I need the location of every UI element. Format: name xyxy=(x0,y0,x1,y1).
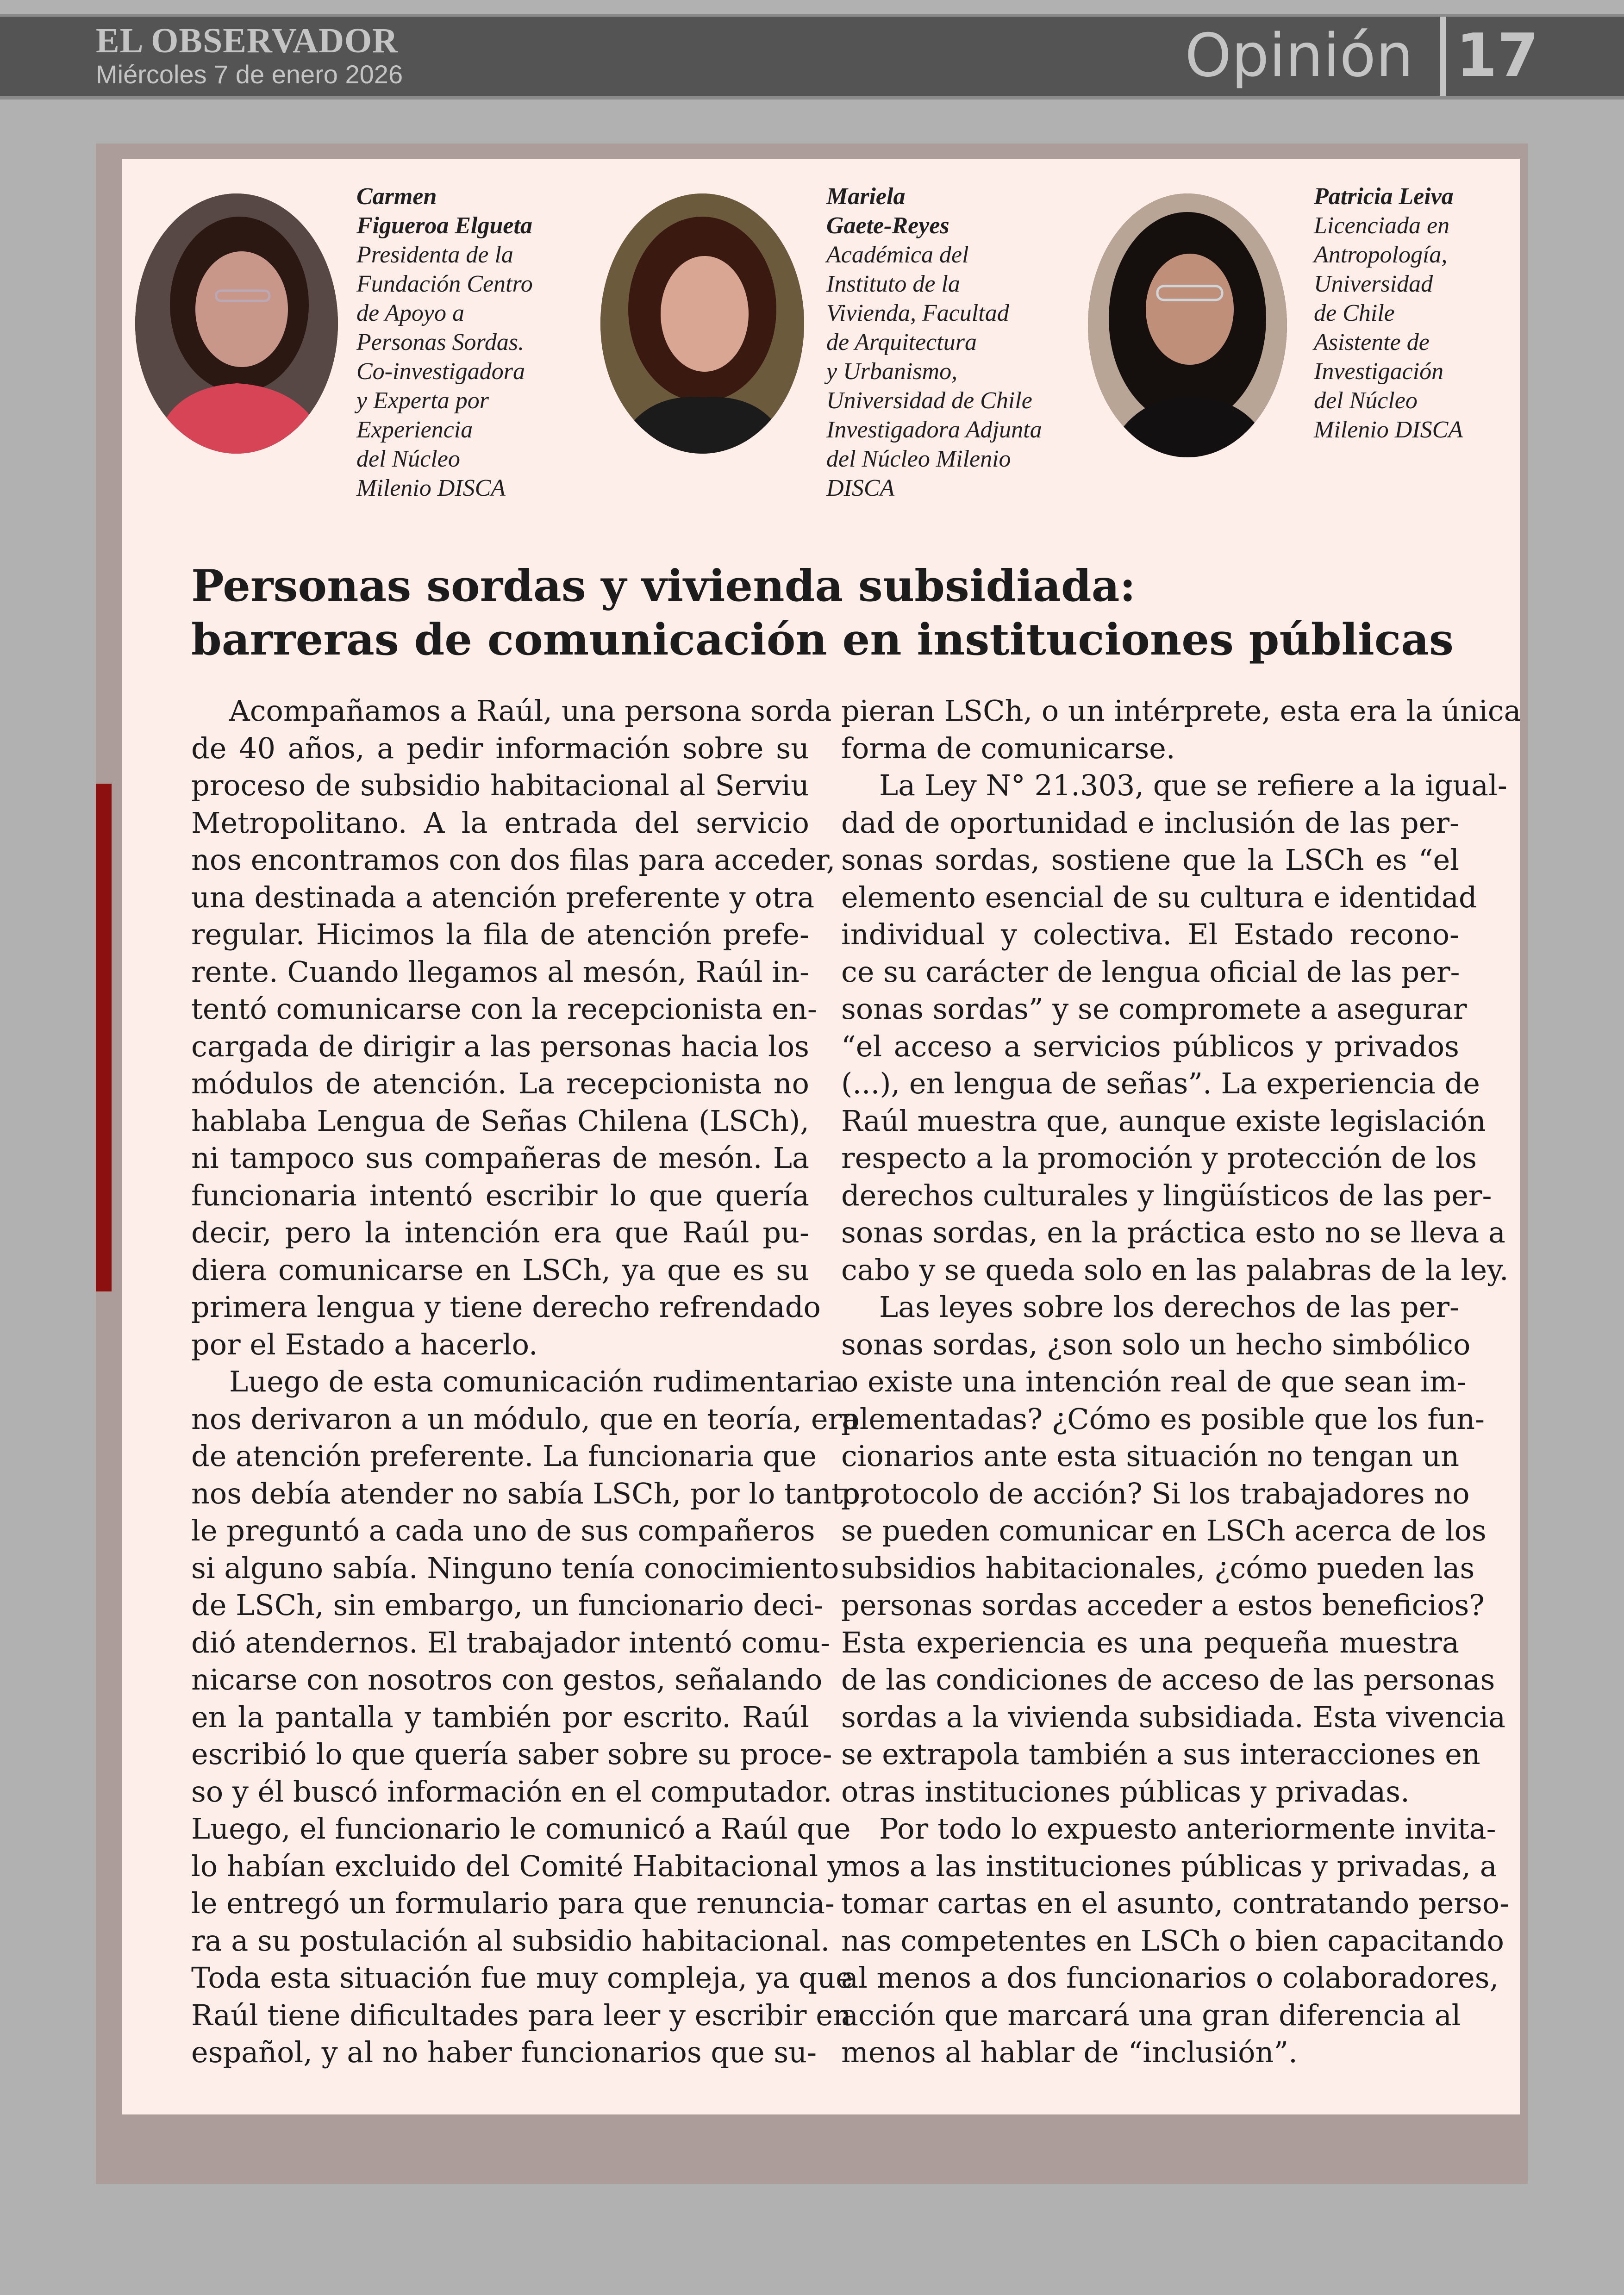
author-role-line: Universidad xyxy=(1314,271,1433,297)
author-role-line: Presidenta de la xyxy=(356,242,513,268)
article-line: Por todo lo expuesto anteriormente invita- xyxy=(879,1812,1496,1846)
article-line: sonas sordas, sostiene que la LSCh es “el xyxy=(841,843,1459,877)
article-line: rente. Cuando llegamos al mesón, Raúl in- xyxy=(191,954,809,989)
article-column-1 xyxy=(191,692,869,2071)
page-number: 17 xyxy=(1456,21,1539,90)
article-line: diera comunicarse en LSCh, ya que es su xyxy=(191,1253,809,1287)
author-role-line: del Núcleo Milenio xyxy=(826,446,1011,472)
article-line: tentó comunicarse con la recepcionista en- xyxy=(191,992,817,1026)
article-line: Raúl muestra que, aunque existe legislación xyxy=(841,1104,1486,1138)
publication-date: Miércoles 7 de enero 2026 xyxy=(96,60,403,89)
article-line: lo habían excluido del Comité Habitacional y xyxy=(191,1849,843,1883)
article-line: Luego, el funcionario le comunicó a Raúl que xyxy=(191,1812,851,1846)
article-column-2 xyxy=(841,692,1521,2071)
author-role-line: Fundación Centro xyxy=(356,271,533,297)
article-line: pieran LSCh, o un intérprete, esta era la única xyxy=(841,694,1521,728)
article-line: derechos culturales y lingüísticos de las per- xyxy=(841,1178,1492,1212)
article-line: español, y al no haber funcionarios que su- xyxy=(191,2035,817,2069)
article-line: escribió lo que quería saber sobre su proce- xyxy=(191,1737,832,1771)
article-line: le entregó un formulario para que renuncia- xyxy=(191,1886,835,1920)
article-line: cionarios ante esta situación no tengan un xyxy=(841,1439,1460,1473)
article-line: mos a las instituciones públicas y privadas, a xyxy=(841,1849,1497,1883)
article-line: Esta experiencia es una pequeña muestra xyxy=(841,1625,1459,1659)
article-line: La Ley N° 21.303, que se refiere a la igual- xyxy=(879,768,1507,802)
author-role-line: de Apoyo a xyxy=(356,300,464,326)
author-name-line: Figueroa Elgueta xyxy=(356,212,532,239)
article-line: nicarse con nosotros con gestos, señalando xyxy=(191,1663,823,1696)
article-line: proceso de subsidio habitacional al Serviu xyxy=(191,768,809,802)
article-line: si alguno sabía. Ninguno tenía conocimiento xyxy=(191,1551,839,1585)
title-line: barreras de comunicación en instituciones públicas xyxy=(191,614,1454,665)
article-line: Metropolitano. A la entrada del servicio xyxy=(191,805,809,840)
article-line: por el Estado a hacerlo. xyxy=(191,1327,538,1361)
article-line: cabo y se queda solo en las palabras de la ley. xyxy=(841,1253,1509,1287)
author-role-line: Investigación xyxy=(1314,358,1444,385)
article-line: protocolo de acción? Si los trabajadores no xyxy=(841,1476,1470,1510)
article-line: regular. Hicimos la fila de atención prefe- xyxy=(191,917,809,951)
article-line: se pueden comunicar en LSCh acerca de los xyxy=(841,1514,1487,1547)
article-line: de LSCh, sin embargo, un funcionario deci- xyxy=(191,1588,824,1622)
article-line: decir, pero la intención era que Raúl pu- xyxy=(191,1216,809,1249)
article-line: so y él buscó información en el computador. xyxy=(191,1774,832,1809)
author-role-line: Asistente de xyxy=(1314,329,1430,355)
author-role-line: y Urbanismo, xyxy=(826,358,958,385)
author-role-line: DISCA xyxy=(826,475,895,501)
author-role-line: Antropología, xyxy=(1314,242,1448,268)
article-line: o existe una intención real de que sean im- xyxy=(841,1365,1467,1398)
author-role-line: Instituto de la xyxy=(826,271,960,297)
article-line: sonas sordas, en la práctica esto no se lleva a xyxy=(841,1216,1505,1249)
article-line: funcionaria intentó escribir lo que quería xyxy=(191,1178,809,1212)
article-line: de atención preferente. La funcionaria que xyxy=(191,1439,817,1473)
article-line: Toda esta situación fue muy compleja, ya que xyxy=(191,1961,853,1995)
article-line: menos al hablar de “inclusión”. xyxy=(841,2035,1298,2069)
portrait-photo-icon xyxy=(600,193,804,454)
article-line: respecto a la promoción y protección de los xyxy=(841,1141,1477,1175)
author-role-line: de Arquitectura xyxy=(826,329,977,355)
author-role-line: del Núcleo xyxy=(356,446,460,472)
article-line: en la pantalla y también por escrito. Raúl xyxy=(191,1700,809,1734)
article-line: de 40 años, a pedir información sobre su xyxy=(191,731,809,765)
accent-bar xyxy=(96,784,112,1291)
article-line: forma de comunicarse. xyxy=(841,731,1175,765)
article-line: de las condiciones de acceso de las personas xyxy=(841,1663,1495,1696)
author-name-line: Gaete-Reyes xyxy=(826,212,949,239)
author-role-line: Personas Sordas. xyxy=(356,329,525,355)
author-role-line: y Experta por xyxy=(356,387,489,414)
article-line: sonas sordas” y se compromete a asegurar xyxy=(841,992,1467,1026)
article-line: ni tampoco sus compañeras de mesón. La xyxy=(191,1141,809,1175)
article-line: una destinada a atención preferente y otra xyxy=(191,880,815,914)
author-name-line: Carmen xyxy=(356,183,437,210)
article-line: se extrapola también a sus interacciones en xyxy=(841,1737,1480,1771)
article-title xyxy=(191,559,1454,667)
article-line: Luego de esta comunicación rudimentaria xyxy=(229,1365,844,1398)
author-role-line: Licenciada en xyxy=(1314,212,1450,239)
author-role-line: Universidad de Chile xyxy=(826,387,1032,414)
article-line: ce su carácter de lengua oficial de las per- xyxy=(841,954,1460,989)
article-line: acción que marcará una gran diferencia al xyxy=(841,1998,1461,2032)
author-role-line: Milenio DISCA xyxy=(356,475,506,501)
masthead: EL OBSERVADOR xyxy=(96,21,399,60)
portrait-photo-icon xyxy=(135,193,338,454)
article-line: ra a su postulación al subsidio habitacional. xyxy=(191,1923,830,1958)
portrait-photo-icon xyxy=(1088,193,1287,457)
article-line: elemento esencial de su cultura e identidad xyxy=(841,880,1477,914)
article-line: sonas sordas, ¿son solo un hecho simbólico xyxy=(841,1327,1471,1361)
author-role-line: Experiencia xyxy=(356,417,473,443)
article-line: dió atendernos. El trabajador intentó comu- xyxy=(191,1625,831,1659)
article-line: plementadas? ¿Cómo es posible que los fun- xyxy=(841,1402,1485,1436)
article-line: Acompañamos a Raúl, una persona sorda xyxy=(229,694,832,728)
author-role-line: de Chile xyxy=(1314,300,1395,326)
title-line: Personas sordas y vivienda subsidiada: xyxy=(191,561,1136,611)
article-line: le preguntó a cada uno de sus compañeros xyxy=(191,1514,815,1547)
article-line: dad de oportunidad e inclusión de las per- xyxy=(841,805,1459,840)
author-name-line: Mariela xyxy=(826,183,906,210)
article-line: individual y colectiva. El Estado recono- xyxy=(841,917,1459,951)
article-line: nos debía atender no sabía LSCh, por lo tanto, xyxy=(191,1476,869,1510)
article-line: nos derivaron a un módulo, que en teoría, era xyxy=(191,1402,859,1436)
author-role-line: Vivienda, Facultad xyxy=(826,300,1009,326)
article-line: módulos de atención. La recepcionista no xyxy=(191,1066,809,1100)
author-role-line: del Núcleo xyxy=(1314,387,1418,414)
article-line: sordas a la vivienda subsidiada. Esta vivencia xyxy=(841,1700,1506,1734)
article-line: hablaba Lengua de Señas Chilena (LSCh), xyxy=(191,1104,809,1138)
author-role-line: Investigadora Adjunta xyxy=(826,417,1042,443)
page-header xyxy=(0,14,1624,100)
article-line: primera lengua y tiene derecho refrendado xyxy=(191,1290,821,1324)
article-line: Raúl tiene dificultades para leer y escribir en xyxy=(191,1998,851,2032)
author-role-line: Co-investigadora xyxy=(356,358,525,385)
author-role-line: Académica del xyxy=(826,242,969,268)
author-role-line: Milenio DISCA xyxy=(1314,417,1463,443)
article-line: otras instituciones públicas y privadas. xyxy=(841,1774,1410,1809)
article-line: Las leyes sobre los derechos de las per- xyxy=(879,1290,1459,1324)
header-divider xyxy=(1440,17,1446,96)
article-line: tomar cartas en el asunto, contratando perso- xyxy=(841,1886,1510,1920)
article-line: nos encontramos con dos filas para acceder, xyxy=(191,843,836,877)
article-line: al menos a dos funcionarios o colaboradores, xyxy=(841,1961,1499,1995)
article-line: “el acceso a servicios públicos y privados xyxy=(841,1029,1459,1063)
author-name-line: Patricia Leiva xyxy=(1314,183,1454,210)
article-line: personas sordas acceder a estos beneficios? xyxy=(841,1588,1485,1622)
article-line: nas competentes en LSCh o bien capacitando xyxy=(841,1923,1504,1958)
article-line: cargada de dirigir a las personas hacia los xyxy=(191,1029,809,1063)
article-line: (...), en lengua de señas”. La experiencia de xyxy=(841,1066,1480,1100)
section-name: Opinión xyxy=(1185,21,1413,90)
article-line: subsidios habitacionales, ¿cómo pueden las xyxy=(841,1551,1475,1585)
